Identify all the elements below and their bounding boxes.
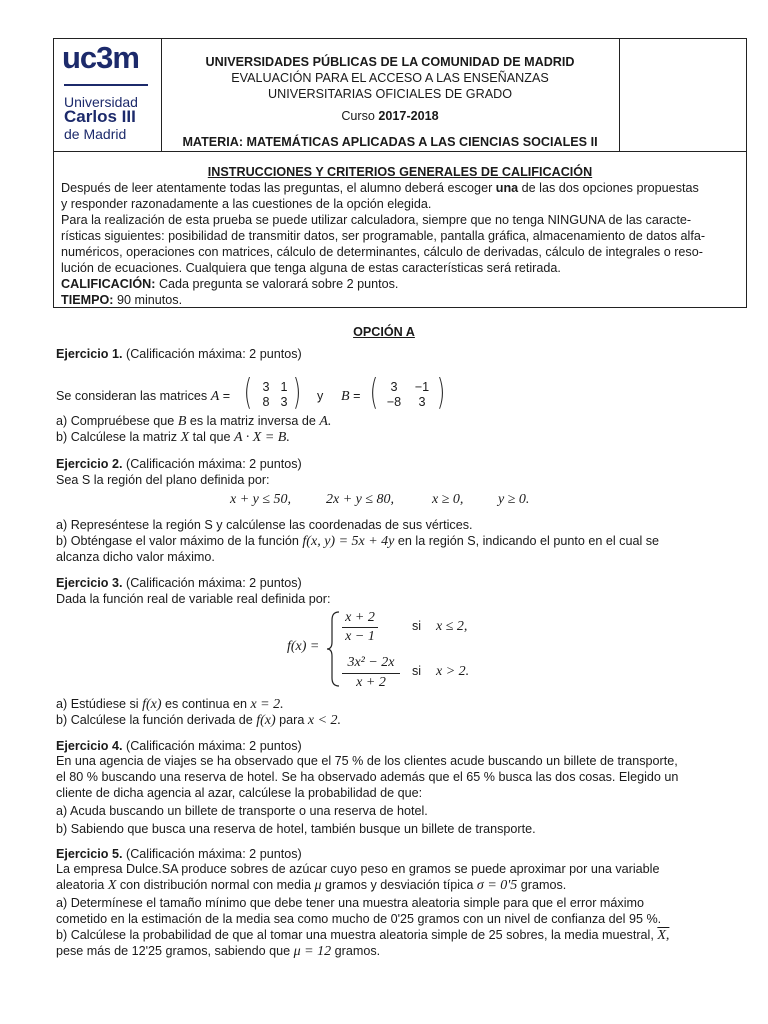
ex4-line2: el 80 % buscando una reserva de hotel. Se ha observado además que el 65 % busca las dos cosas. Elegido un — [56, 770, 679, 784]
logo-line2: Carlos III — [64, 107, 136, 126]
instr-line6: lución de ecuaciones. Cualquiera que tenga alguna de estas características será retirada. — [61, 261, 561, 275]
ex1-part-a: a) Compruébese que B es la matriz inversa de A. — [56, 414, 332, 429]
ex5-line2: aleatoria X con distribución normal con media μ gramos y desviación típica σ = 0'5 gramos. — [56, 878, 567, 893]
instructions-title: INSTRUCCIONES Y CRITERIOS GENERALES DE CALIFICACIÓN — [207, 165, 593, 179]
ex3-fx: f(x) = — [287, 639, 320, 654]
ex3-den1: x − 1 — [345, 629, 375, 644]
ex3-num2: 3x² − 2x — [347, 655, 395, 670]
ex4-part-b: b) Sabiendo que busca una reserva de hotel, también busque un billete de transporte. — [56, 822, 536, 836]
header-sub2: UNIVERSITARIAS OFICIALES DE GRADO — [268, 87, 512, 101]
instr-line3: Para la realización de esta prueba se puede utilizar calculadora, siempre que no tenga NINGUNA de las caracte- — [61, 213, 692, 227]
ex5-part-a-2: cometido en la estimación de la media sea como mucho de 0'25 gramos con un nivel de confianza del 95 %. — [56, 912, 662, 926]
ex3-cond1: x ≤ 2, — [436, 619, 468, 634]
ex5-part-b-1: b) Calcúlese la probabilidad de que al tomar una muestra aleatoria simple de 25 sobres, la media muestral, X, — [56, 928, 670, 943]
ex5-heading: Ejercicio 5. (Calificación máxima: 2 puntos) — [56, 847, 302, 861]
ex3-fraction-bar-2 — [342, 673, 400, 674]
ex1-y: y — [317, 389, 324, 403]
matrix-b-left-paren: ( — [369, 372, 379, 413]
logo-divider — [64, 84, 148, 86]
ex2-constraint-3: x ≥ 0, — [432, 492, 464, 507]
ex3-part-a: a) Estúdiese si f(x) es continua en x = 2. — [56, 697, 284, 712]
ex1-b-eq: B = — [341, 389, 361, 404]
ex5-line1: La empresa Dulce.SA produce sobres de azúcar cuyo peso en gramos se puede aproximar por una variable — [56, 862, 660, 876]
ex2-constraint-1: x + y ≤ 50, — [230, 492, 292, 507]
ex3-intro: Dada la función real de variable real definida por: — [56, 592, 331, 606]
ex3-den2: x + 2 — [356, 675, 386, 690]
instr-line2: y responder razonadamente a las cuestiones de la opción elegida. — [61, 197, 432, 211]
instr-line5: numéricos, operaciones con matrices, cálculo de determinantes, cálculo de derivadas, cálculo de integrales o reso- — [61, 245, 703, 259]
instr-tiempo: TIEMPO: 90 minutos. — [61, 293, 183, 307]
ex4-line3: cliente de dicha agencia al azar, calcúlese la probabilidad de que: — [56, 786, 423, 800]
ex2-heading: Ejercicio 2. (Calificación máxima: 2 puntos) — [56, 457, 302, 471]
ex3-fraction-bar-1 — [342, 627, 378, 628]
ex1-part-b: b) Calcúlese la matriz X tal que A · X = B. — [56, 430, 290, 445]
ex2-constraint-4: y ≥ 0. — [498, 492, 530, 507]
ex3-cond2: x > 2. — [436, 664, 470, 679]
instr-line4: rísticas siguientes: posibilidad de transmitir datos, ser programable, pantalla gráfica, almacenamiento de datos alfa- — [61, 229, 706, 243]
subject-line: MATERIA: MATEMÁTICAS APLICADAS A LAS CIENCIAS SOCIALES II — [182, 135, 598, 149]
ex4-heading: Ejercicio 4. (Calificación máxima: 2 puntos) — [56, 739, 302, 753]
matrix-b-right-paren: ) — [436, 372, 446, 413]
matrix-a-right-paren: ) — [292, 372, 302, 413]
ex2-part-a: a) Represéntese la región S y calcúlense las coordenadas de sus vértices. — [56, 518, 473, 532]
option-title: OPCIÓN A — [353, 325, 415, 339]
ex5-part-a-1: a) Determínese el tamaño mínimo que debe tener una muestra aleatoria simple para que el error máximo — [56, 896, 645, 910]
ex3-part-b: b) Calcúlese la función derivada de f(x) para x < 2. — [56, 713, 342, 728]
course-line: Curso 2017-2018 — [341, 109, 439, 123]
logo-line1: Universidad — [64, 94, 138, 110]
ex2-part-b-cont: alcanza dicho valor máximo. — [56, 550, 215, 564]
instr-calificacion: CALIFICACIÓN: Cada pregunta se valorará sobre 2 puntos. — [61, 277, 399, 291]
ex2-intro: Sea S la región del plano definida por: — [56, 473, 270, 487]
ex3-num1: x + 2 — [345, 610, 375, 625]
ex2-constraint-2: 2x + y ≤ 80, — [326, 492, 395, 507]
logo-line3: de Madrid — [64, 126, 127, 142]
ex3-si2: si — [412, 664, 422, 678]
ex1-intro: Se consideran las matrices A = — [56, 389, 231, 404]
ex2-part-b: b) Obténgase el valor máximo de la función f(x, y) = 5x + 4y en la región S, indicando el punto en el cual se — [56, 534, 660, 549]
ex3-si1: si — [412, 619, 422, 633]
uc3m-logo: uc3m — [62, 40, 139, 75]
ex5-part-b-2: pese más de 12'25 gramos, sabiendo que μ = 12 gramos. — [56, 944, 381, 959]
ex1-heading: Ejercicio 1. (Calificación máxima: 2 puntos) — [56, 347, 302, 361]
matrix-a: 3 1 8 3 — [262, 380, 288, 409]
header-title: UNIVERSIDADES PÚBLICAS DE LA COMUNIDAD DE MADRID — [205, 55, 575, 69]
header-sub1: EVALUACIÓN PARA EL ACCESO A LAS ENSEÑANZAS — [231, 71, 549, 85]
instr-line1: Después de leer atentamente todas las preguntas, el alumno deberá escoger una de las dos opciones propuestas — [61, 181, 699, 195]
ex4-part-a: a) Acuda buscando un billete de transporte o una reserva de hotel. — [56, 804, 428, 818]
matrix-a-left-paren: ( — [243, 372, 253, 413]
ex4-line1: En una agencia de viajes se ha observado que el 75 % de los clientes acude buscando un billete de transporte, — [56, 754, 678, 768]
ex3-heading: Ejercicio 3. (Calificación máxima: 2 puntos) — [56, 576, 302, 590]
matrix-b: 3 −1 −8 3 — [386, 380, 430, 409]
